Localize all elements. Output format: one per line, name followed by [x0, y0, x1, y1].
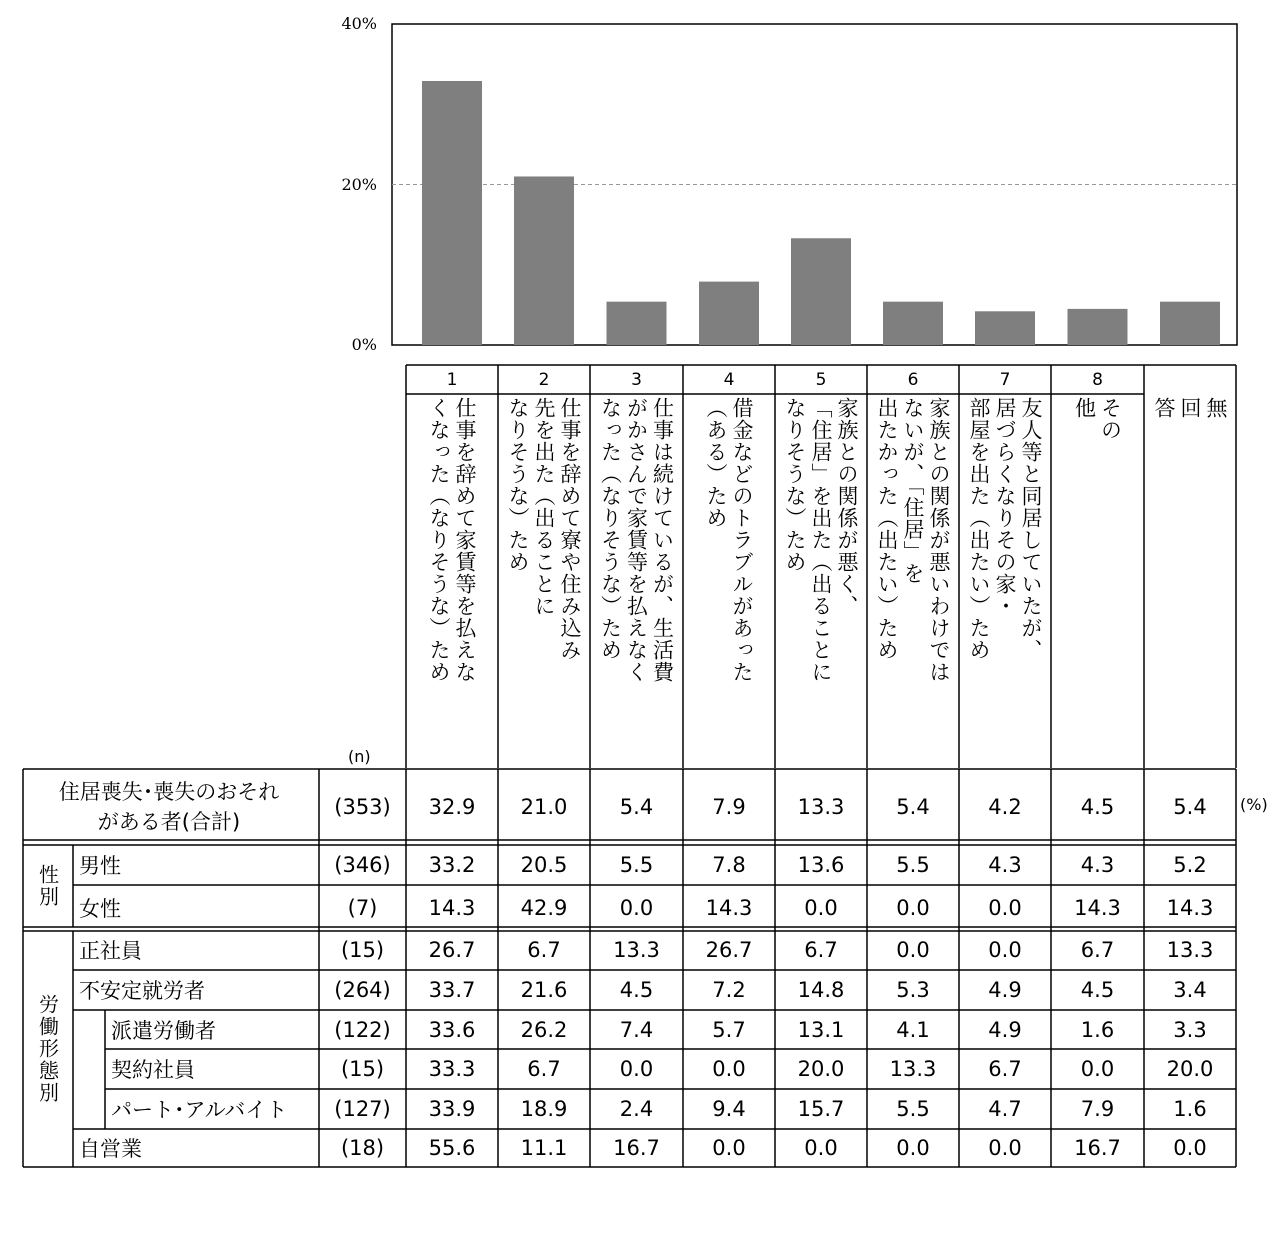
table-cell: 4.3 — [1080, 853, 1115, 877]
table-cell: 4.1 — [896, 1017, 930, 1042]
table-cell: 6.7 — [988, 1057, 1022, 1081]
table-cell: 18.9 — [520, 1097, 568, 1121]
table-cell: 26.7 — [705, 938, 753, 962]
category-label-wrap — [867, 397, 959, 762]
category-header — [683, 367, 775, 762]
category-header — [1051, 367, 1144, 762]
table-cell: 4.5 — [619, 978, 654, 1002]
category-label-wrap — [775, 397, 867, 762]
n-header: (n) — [348, 747, 371, 766]
category-header — [1144, 367, 1236, 762]
unit-label: (%) — [1240, 795, 1268, 814]
table-cell: 14.8 — [797, 978, 845, 1002]
table-cell: 0.0 — [896, 938, 930, 962]
row-n: (122) — [334, 1017, 391, 1042]
table-cell: 5.4 — [619, 795, 654, 819]
bar — [422, 81, 482, 345]
category-number: 3 — [631, 370, 642, 390]
table-cell: 0.0 — [619, 1057, 654, 1081]
category-header — [590, 367, 683, 762]
row-n: (346) — [334, 853, 391, 877]
table-cell: 21.6 — [520, 978, 568, 1002]
table-cell: 5.5 — [619, 853, 654, 877]
bar — [699, 282, 759, 345]
table-cell: 3.3 — [1173, 1017, 1207, 1042]
table-cell: 21.0 — [520, 795, 568, 819]
table-cell: 0.0 — [1080, 1057, 1115, 1081]
row-label: 不安定就労者 — [79, 979, 205, 1003]
table-cell: 0.0 — [988, 895, 1022, 920]
category-label: 仕事は続けているが、生活費 がかさんで家賃等を払えなく なった（なりそうな）ため — [598, 397, 675, 683]
table-cell: 33.3 — [428, 1057, 476, 1081]
category-number — [1144, 367, 1236, 393]
table-cell: 15.7 — [797, 1097, 845, 1121]
row-label: 契約社員 — [111, 1058, 195, 1082]
table-cell: 33.9 — [428, 1097, 476, 1121]
table-cell: 14.3 — [1166, 895, 1214, 920]
table-cell: 0.0 — [988, 938, 1022, 962]
table-cell: 0.0 — [988, 1136, 1022, 1160]
table-cell: 4.9 — [988, 1017, 1022, 1042]
y-tick-label: 40% — [341, 14, 377, 33]
group-label: 労働形態別 — [35, 994, 60, 1104]
table-cell: 5.7 — [712, 1017, 746, 1042]
row-label: 自営業 — [79, 1137, 142, 1161]
table-cell: 26.7 — [428, 938, 476, 962]
category-header — [498, 367, 590, 762]
category-label-wrap — [498, 397, 590, 762]
table-cell: 0.0 — [804, 1136, 838, 1160]
table-cell: 4.7 — [988, 1097, 1022, 1121]
y-tick-label: 20% — [341, 174, 377, 194]
category-label: 家族との関係が悪く、 「住居」を出た（出ることに なりそうな）ため — [783, 397, 859, 683]
table-cell: 6.7 — [1080, 938, 1115, 962]
table-cell: 5.3 — [896, 978, 930, 1002]
row-n: (264) — [334, 978, 391, 1002]
category-number: 4 — [723, 370, 735, 390]
table-cell: 4.5 — [1080, 795, 1115, 819]
category-label: その 他 — [1072, 397, 1123, 441]
category-header — [867, 367, 959, 762]
table-cell: 5.4 — [1173, 795, 1207, 819]
bar — [975, 311, 1035, 345]
category-number: 7 — [999, 370, 1011, 390]
table-cell: 13.3 — [1166, 938, 1214, 962]
category-number: 1 — [446, 370, 458, 390]
table-cell: 13.3 — [797, 795, 845, 819]
row-n: (15) — [340, 938, 385, 962]
table-cell: 13.3 — [889, 1057, 937, 1081]
table-cell: 6.7 — [804, 938, 838, 962]
row-n: (353) — [334, 795, 391, 819]
category-number: 8 — [1092, 370, 1103, 390]
bar — [607, 302, 667, 345]
category-label-wrap — [590, 397, 683, 762]
category-label-wrap — [1051, 397, 1144, 762]
table-cell: 16.7 — [613, 1136, 660, 1160]
table-cell: 55.6 — [428, 1136, 476, 1160]
row-label: 派遣労働者 — [111, 1018, 216, 1043]
category-number: 5 — [815, 370, 827, 390]
table-cell: 14.3 — [705, 895, 753, 920]
table-cell: 13.6 — [797, 853, 845, 877]
table-cell: 5.4 — [896, 795, 930, 819]
row-n: (15) — [340, 1057, 385, 1081]
bar — [1068, 309, 1128, 345]
table-cell: 6.7 — [527, 938, 561, 962]
category-label: 借金などのトラブルがあった （ある）ため — [704, 397, 754, 683]
table-cell: 20.5 — [520, 853, 568, 877]
table-cell: 33.6 — [428, 1017, 476, 1042]
table-cell: 33.7 — [428, 978, 476, 1002]
row-n: (18) — [340, 1136, 385, 1160]
table-cell: 14.3 — [1074, 895, 1121, 920]
table-cell: 7.9 — [712, 795, 746, 819]
bar — [1160, 302, 1220, 345]
y-tick-label: 0% — [351, 335, 377, 354]
table-cell: 0.0 — [1173, 1136, 1207, 1160]
table-cell: 0.0 — [712, 1136, 746, 1160]
row-label: 正社員 — [79, 939, 142, 963]
table-cell: 20.0 — [1166, 1057, 1214, 1081]
category-label-wrap — [683, 397, 775, 762]
category-label: 仕事を辞めて家賃等を払えな くなった（なりそうな）ため — [427, 397, 477, 683]
category-label: 無 回 答 — [1152, 397, 1228, 419]
table-cell: 6.7 — [527, 1057, 561, 1081]
table-cell: 1.6 — [1173, 1097, 1207, 1121]
bar — [791, 238, 851, 345]
row-n: (7) — [347, 895, 378, 920]
row-label: 住居喪失･喪失のおそれ がある者(合計) — [58, 780, 280, 834]
table-cell: 20.0 — [797, 1057, 845, 1081]
row-n: (127) — [334, 1097, 391, 1121]
table-cell: 26.2 — [520, 1017, 568, 1042]
table-cell: 9.4 — [712, 1097, 746, 1121]
table-cell: 11.1 — [520, 1136, 568, 1160]
table-cell: 13.3 — [613, 938, 660, 962]
category-header — [775, 367, 867, 762]
table-cell: 16.7 — [1074, 1136, 1121, 1160]
group-label: 性別 — [35, 864, 60, 908]
category-label: 友人等と同居していたが、 居づらくなりその家・ 部屋を出た（出たい）ため — [967, 397, 1043, 661]
table-cell: 0.0 — [896, 1136, 930, 1160]
bar — [883, 302, 943, 345]
table-cell: 2.4 — [619, 1097, 654, 1121]
table-cell: 33.2 — [428, 853, 476, 877]
table-cell: 5.5 — [896, 853, 930, 877]
table-cell: 7.9 — [1080, 1097, 1115, 1121]
category-number: 6 — [907, 370, 919, 390]
category-label: 仕事を辞めて寮や住み込み 先を出た（出ることに なりそうな）ため — [506, 397, 582, 661]
table-cell: 1.6 — [1080, 1017, 1115, 1042]
table-cell: 32.9 — [428, 795, 476, 819]
table-cell: 42.9 — [520, 895, 568, 920]
row-label: パート･アルバイト — [111, 1098, 288, 1122]
category-header — [406, 367, 498, 762]
category-header — [959, 367, 1051, 762]
table-cell: 3.4 — [1173, 978, 1207, 1002]
category-label-wrap — [1144, 397, 1236, 762]
row-label: 男性 — [79, 854, 121, 878]
bar — [514, 176, 574, 345]
category-label-wrap — [406, 397, 498, 762]
table-cell: 5.2 — [1173, 853, 1207, 877]
table-cell: 5.5 — [896, 1097, 930, 1121]
table-cell: 4.2 — [988, 795, 1022, 819]
table-cell: 13.1 — [797, 1017, 845, 1042]
table-cell: 7.4 — [619, 1017, 654, 1042]
plot-area — [392, 24, 1237, 345]
table-cell: 0.0 — [619, 895, 654, 920]
table-cell: 4.5 — [1080, 978, 1115, 1002]
table-cell: 4.3 — [988, 853, 1022, 877]
table-cell: 14.3 — [428, 895, 476, 920]
table-cell: 0.0 — [896, 895, 930, 920]
category-label: 家族との関係が悪いわけでは ないが、「住居」を 出たかった（出たい）ため — [875, 397, 951, 683]
table-cell: 0.0 — [712, 1057, 746, 1081]
category-label-wrap — [959, 397, 1051, 762]
table-cell: 7.2 — [712, 978, 746, 1002]
row-label: 女性 — [79, 896, 121, 921]
table-cell: 0.0 — [804, 895, 838, 920]
table-cell: 4.9 — [988, 978, 1022, 1002]
table-cell: 7.8 — [712, 853, 746, 877]
category-number: 2 — [538, 370, 550, 390]
